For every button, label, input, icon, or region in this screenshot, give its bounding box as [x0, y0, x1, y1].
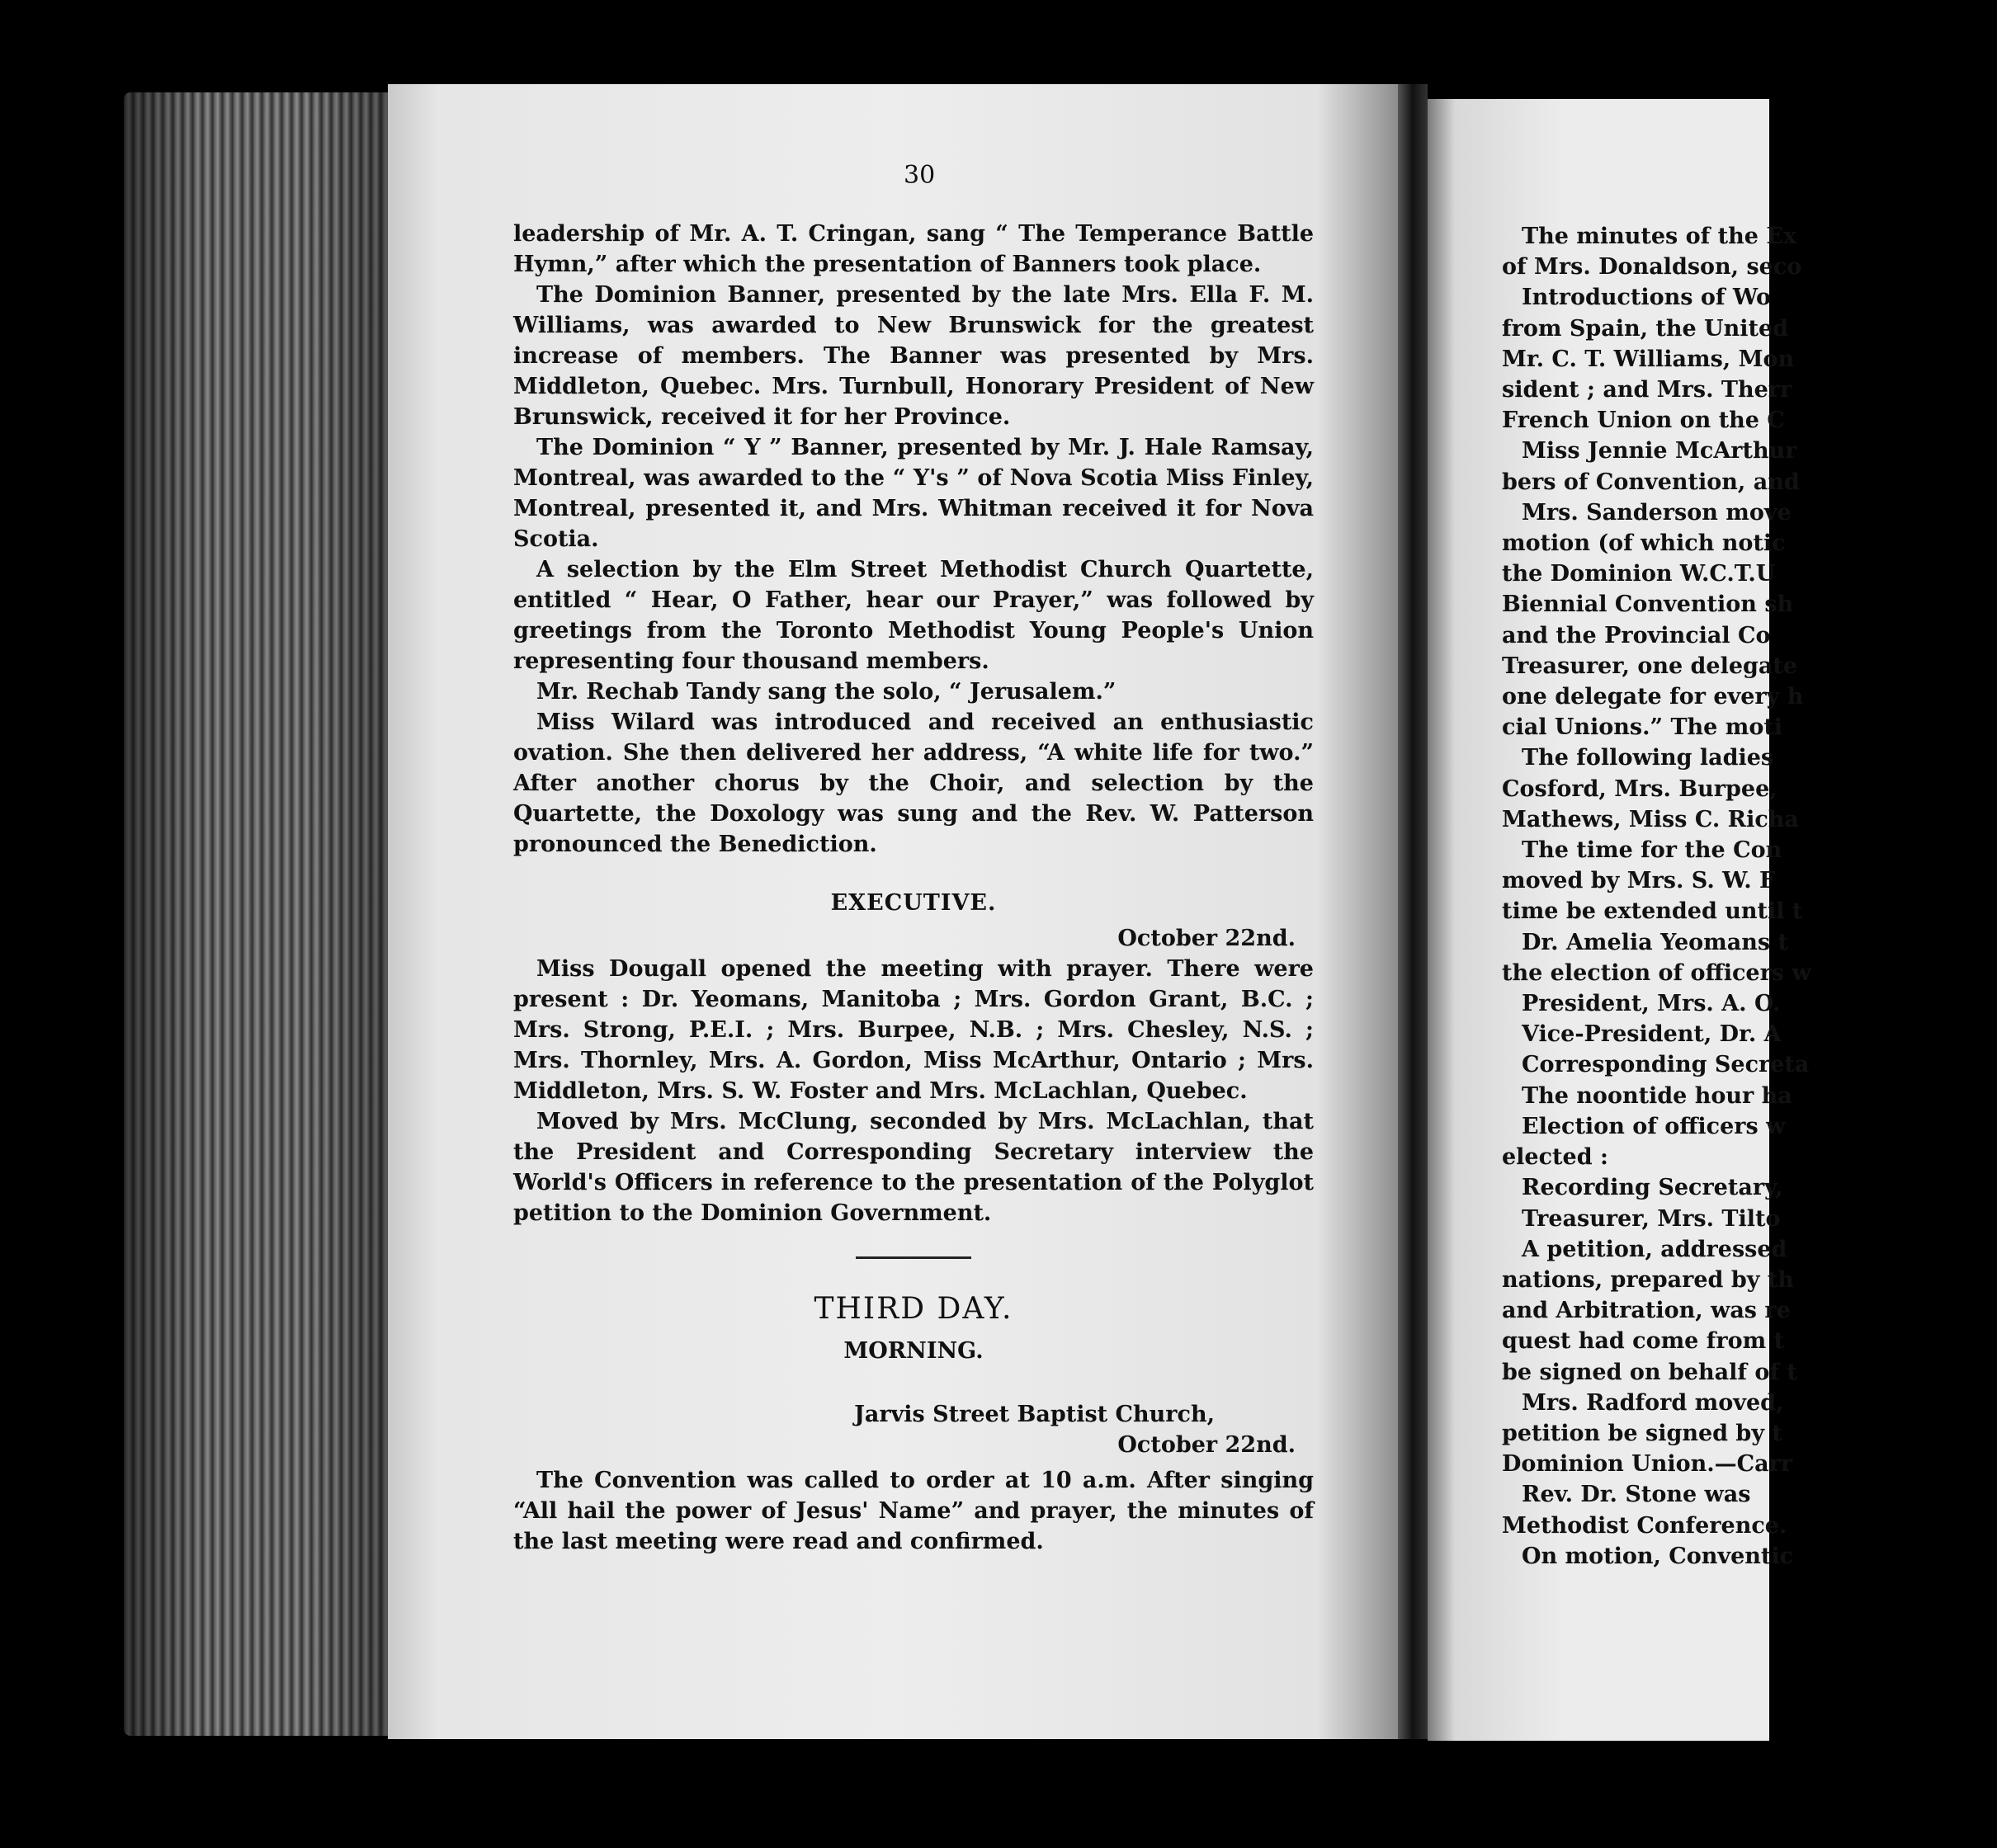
right-page-line: quest had come from t [1502, 1328, 1785, 1355]
right-page-line: Mrs. Radford moved, [1522, 1389, 1784, 1416]
right-page-line: Election of officers w [1522, 1113, 1786, 1139]
right-page-line: and the Provincial Co [1502, 622, 1771, 648]
closing-paragraph: The Convention was called to order at 10 a.m. After singing “All hail the power of Jesus' Name” and prayer, the minutes of the last meeting were read and confirmed. [513, 1468, 1314, 1554]
day-heading: THIRD DAY. [814, 1292, 1013, 1326]
right-page-line: the election of officers w [1502, 959, 1811, 986]
right-page-line: time be extended until t [1502, 898, 1803, 925]
right-page-line: Corresponding Secreta [1522, 1052, 1810, 1078]
right-page-line: sident ; and Mrs. Therr [1502, 377, 1792, 403]
paragraph: leadership of Mr. A. T. Cringan, sang “ The Temperance Battle Hymn,” after which the presentation of Banners took place. [513, 221, 1314, 277]
right-page-line: of Mrs. Donaldson, seco [1502, 254, 1802, 280]
right-page-line: President, Mrs. A. O. [1522, 991, 1781, 1017]
intro-paragraphs [513, 219, 1314, 860]
right-page-line: cial Unions.” The moti [1502, 714, 1783, 741]
right-page-line: petition be signed by t [1502, 1420, 1782, 1446]
right-page-line: Vice-President, Dr. A [1522, 1021, 1782, 1048]
right-page-line: Mr. C. T. Williams, Mon [1502, 346, 1795, 372]
right-page-line: The following ladies [1522, 745, 1774, 771]
session-heading: MORNING. [843, 1338, 984, 1364]
right-page-line: and Arbitration, was re [1502, 1298, 1791, 1324]
right-page-line: Miss Jennie McArthur [1522, 438, 1797, 464]
right-page-line: The minutes of the Ex [1522, 224, 1797, 249]
right-page-line: elected : [1502, 1144, 1608, 1171]
left-page-text [513, 219, 1314, 1557]
right-page-line: Biennial Convention sh [1502, 592, 1794, 618]
right-page-line: from Spain, the United [1502, 315, 1789, 342]
book-gutter [1398, 84, 1428, 1739]
right-page [1428, 99, 1811, 1741]
right-page-line: Mrs. Sanderson move [1522, 499, 1792, 526]
right-page-line: Recording Secretary, [1522, 1175, 1783, 1201]
right-page-text [1502, 221, 1997, 1572]
paragraph: Miss Wilard was introduced and received an enthusiastic ovation. She then delivered her address, “A white life for two.” After another chorus by the Choir, and selection by the Quartette, the Doxology was sung and the Rev. W. Patterson pronounced the Benediction. [513, 710, 1314, 857]
right-page-line: one delegate for every h [1502, 684, 1804, 710]
paragraph: The Dominion “ Y ” Banner, presented by Mr. J. Hale Ramsay, Montreal, was awarded to the “ Y's ” of Nova Scotia Miss Finley, Montreal, presented it, and Mrs. Whitman received it for Nova Scotia. [513, 435, 1314, 552]
executive-date: October 22nd. [1117, 926, 1296, 951]
right-page-line: French Union on the C [1502, 408, 1785, 434]
page-number: 30 [904, 161, 936, 190]
right-page-line: Cosford, Mrs. Burpee, [1502, 776, 1777, 802]
right-page-line: the Dominion W.C.T.U [1502, 561, 1776, 587]
executive-paragraphs [513, 954, 1314, 1228]
right-page-line: A petition, addressed [1522, 1236, 1787, 1262]
right-page-line: bers of Convention, and [1502, 469, 1800, 495]
paragraph: Mr. Rechab Tandy sang the solo, “ Jerusalem.” [536, 679, 1117, 705]
right-page-line: nations, prepared by th [1502, 1266, 1794, 1293]
right-page-line: moved by Mrs. S. W. F [1502, 868, 1776, 894]
paragraph: A selection by the Elm Street Methodist Church Quartette, entitled “ Hear, O Father, hear our Prayer,” was followed by greetings from the Toronto Methodist Young People's Union representing four thousand members. [513, 557, 1314, 674]
paragraph: The Dominion Banner, presented by the late Mrs. Ella F. M. Williams, was awarded to New Brunswick for the greatest increase of members. The Banner was presented by Mrs. Middleton, Quebec. Mrs. Turnbull, Honorary President of New Brunswick, received it for her Province. [513, 282, 1314, 430]
right-page-line: Introductions of Wo [1522, 285, 1772, 311]
right-page-line: Dominion Union.—Carr [1502, 1451, 1793, 1478]
venue-date: October 22nd. [1117, 1432, 1296, 1458]
executive-paragraph: Moved by Mrs. McClung, seconded by Mrs. McLachlan, that the President and Corresponding Secretary interview the World's Officers in reference to the presentation of the Polyglot petition to the Dominion Government. [513, 1109, 1314, 1226]
page-edge-shadow [124, 92, 388, 1736]
right-page-line: Treasurer, Mrs. Tilto [1522, 1205, 1781, 1232]
right-page-line: Rev. Dr. Stone was [1522, 1482, 1751, 1508]
right-page-line: Methodist Conference. [1502, 1512, 1787, 1539]
right-page-line: On motion, Conventic [1522, 1543, 1794, 1569]
section-divider [856, 1256, 971, 1259]
executive-heading: EXECUTIVE. [830, 890, 997, 916]
right-page-line: motion (of which notic [1502, 530, 1786, 557]
right-page-line: Treasurer, one delegate [1502, 653, 1798, 679]
right-page-line: The noontide hour ha [1522, 1082, 1792, 1109]
right-page-line: be signed on behalf of t [1502, 1359, 1797, 1385]
venue: Jarvis Street Baptist Church, [854, 1402, 1215, 1427]
right-page-line: The time for the Con [1522, 837, 1782, 864]
executive-paragraph: Miss Dougall opened the meeting with prayer. There were present : Dr. Yeomans, Manitoba ; Mrs. Gordon Grant, B.C. ; Mrs. Strong, P.E.I. ; Mrs. Burpee, N.B. ; Mrs. Chesley, N.S. ; Mrs. Thornley, Mrs. A. Gordon, Miss McArthur, Ontario ; Mrs. Middleton, Mrs. S. W. Foster and Mrs. McLachlan, Quebec. [513, 956, 1314, 1104]
right-page-line: Mathews, Miss C. Richa [1502, 806, 1799, 832]
right-page-line: Dr. Amelia Yeomans t [1522, 929, 1788, 955]
